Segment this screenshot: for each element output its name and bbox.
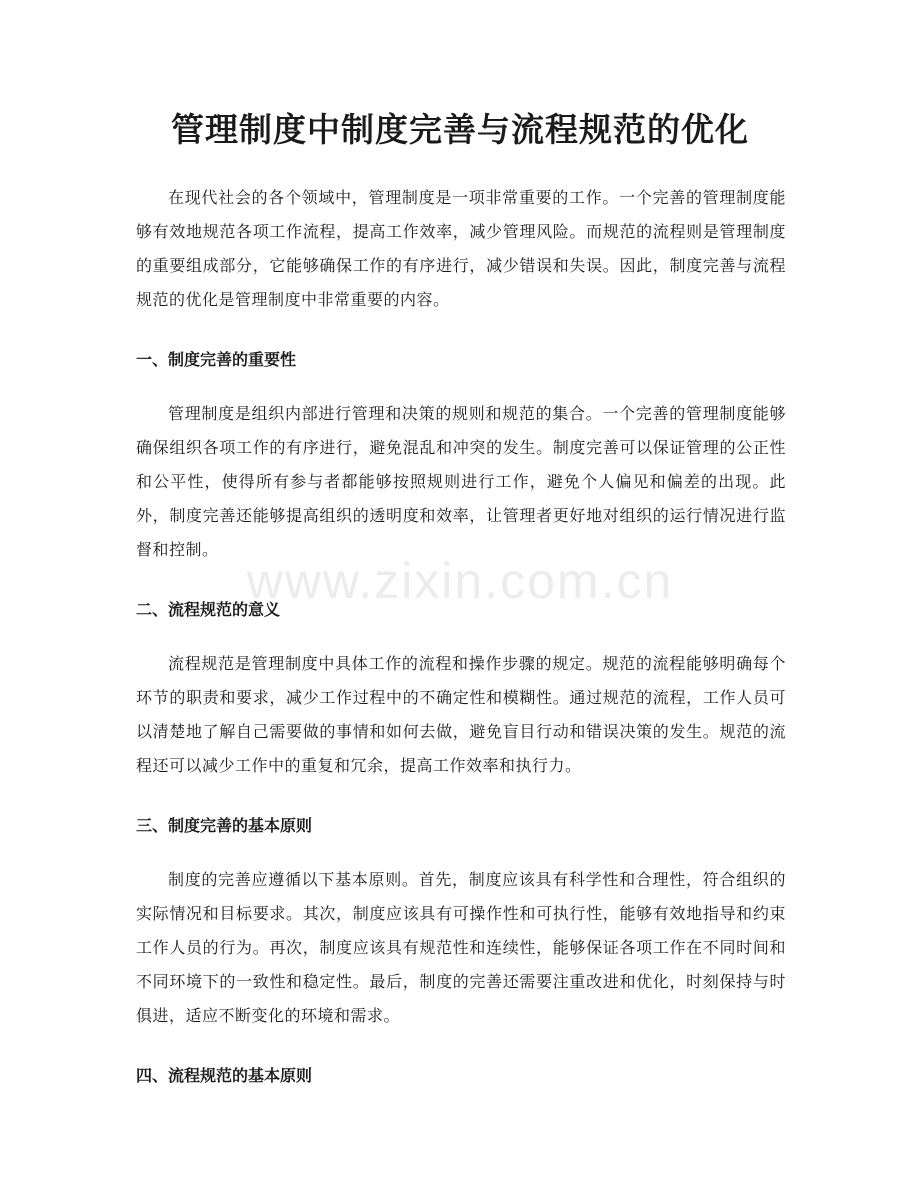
section-body-2: 流程规范是管理制度中具体工作的流程和操作步骤的规定。规范的流程能够明确每个环节的职责和要求，减少工作过程中的不确定性和模糊性。通过规范的流程，工作人员可以清楚地了解自己需要做的事情和如何去做，避免盲目行动和错误决策的发生。规范的流程还可以减少工作中的重复和冗余，提高工作效率和执行力。	[136, 654, 786, 775]
document-body	[136, 181, 786, 1113]
intro-paragraph: 在现代社会的各个领域中，管理制度是一项非常重要的工作。一个完善的管理制度能够有效地规范各项工作流程，提高工作效率，减少管理风险。而规范的流程则是管理制度的重要组成部分，它能够确保工作的有序进行，减少错误和失误。因此，制度完善与流程规范的优化是管理制度中非常重要的内容。	[136, 188, 786, 309]
section-body-1: 管理制度是组织内部进行管理和决策的规则和规范的集合。一个完善的管理制度能够确保组织各项工作的有序进行，避免混乱和冲突的发生。制度完善可以保证管理的公正性和公平性，使得所有参与者都能够按照规则进行工作，避免个人偏见和偏差的出现。此外，制度完善还能够提高组织的透明度和效率，让管理者更好地对组织的运行情况进行监督和控制。	[136, 404, 786, 559]
document-title: 管理制度中制度完善与流程规范的优化	[171, 110, 749, 149]
section-body-3: 制度的完善应遵循以下基本原则。首先，制度应该具有科学性和合理性，符合组织的实际情况和目标要求。其次，制度应该具有可操作性和可执行性，能够有效地指导和约束工作人员的行为。再次，制度应该具有规范性和连续性，能够保证各项工作在不同时间和不同环境下的一致性和稳定性。最后，制度的完善还需要注重改进和优化，时刻保持与时俱进，适应不断变化的环境和需求。	[136, 870, 786, 1025]
watermark: www.zixin.com.cn	[246, 553, 674, 609]
section-heading-1: 一、制度完善的重要性	[136, 350, 297, 369]
section-heading-4: 四、流程规范的基本原则	[136, 1066, 313, 1085]
section-heading-3: 三、制度完善的基本原则	[136, 816, 313, 835]
section-heading-2: 二、流程规范的意义	[136, 600, 281, 619]
